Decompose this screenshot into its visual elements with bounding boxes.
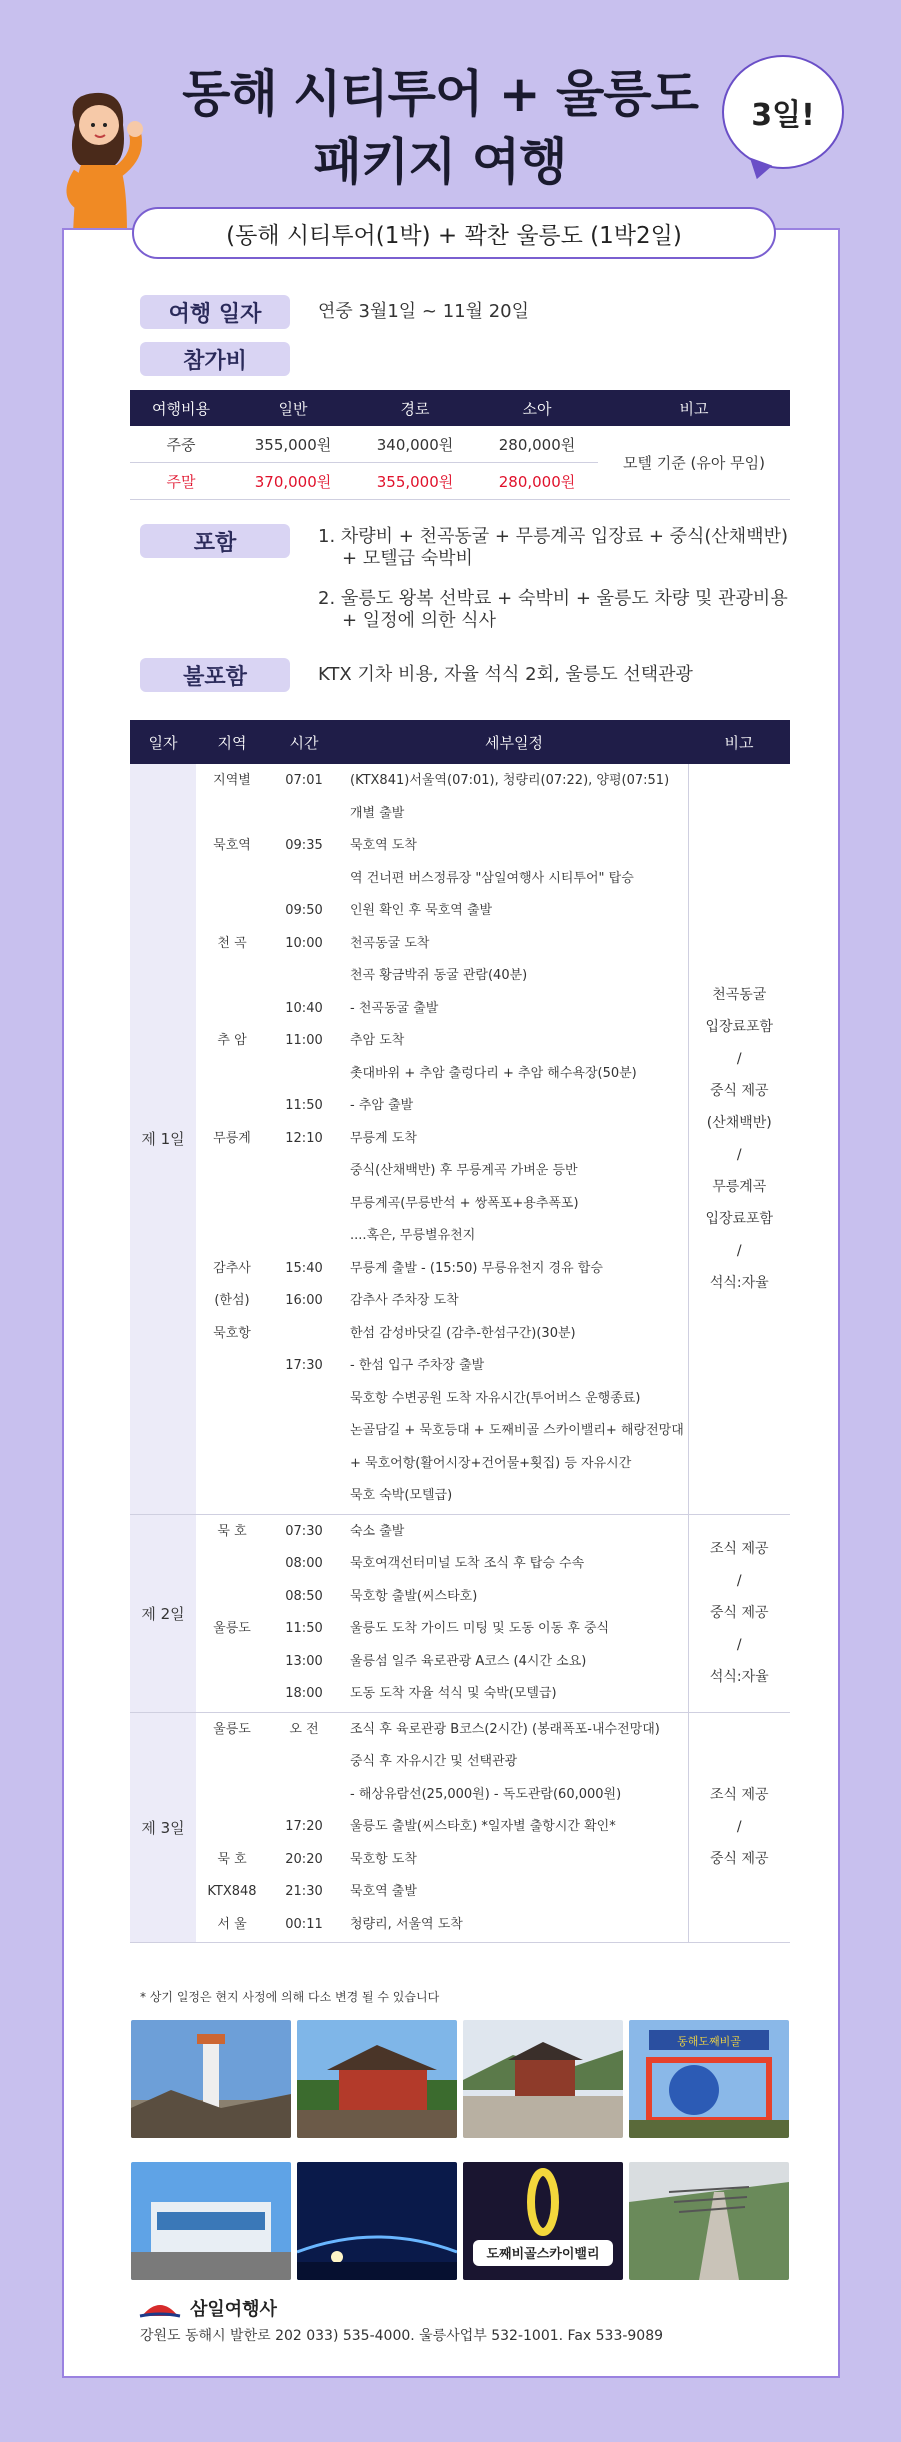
price-senior: 355,000원 [354, 463, 476, 500]
schedule-detail-col [340, 1712, 688, 1943]
schedule-region: 묵 호 [217, 1851, 247, 1867]
girl-illustration [45, 85, 155, 235]
schedule-region [197, 1350, 267, 1383]
schedule-region: 무릉계 [213, 1130, 251, 1146]
schedule-time [269, 960, 339, 993]
schedule-header: 시간 [268, 720, 340, 764]
schedule-detail-col [340, 1514, 688, 1712]
schedule-time: 00:11 [285, 1916, 323, 1932]
schedule-detail: 도동 도착 자율 석식 및 숙박(모텔급) [350, 1686, 557, 1701]
duration-badge: 3일! [722, 55, 844, 169]
schedule-detail: 인원 확인 후 묵호역 출발 [350, 903, 493, 918]
title-line-1: 동해 시티투어 + 울릉도 [182, 65, 698, 123]
title-line-2: 패키지 여행 [313, 133, 567, 191]
schedule-time [269, 1480, 339, 1513]
price-table [130, 390, 790, 500]
exclude-label: 불포함 [140, 658, 290, 692]
photo-terminal [131, 2162, 291, 2280]
schedule-time-col [268, 1514, 340, 1712]
schedule-region: 서 울 [217, 1916, 247, 1932]
schedule-time [269, 1318, 339, 1351]
schedule-note-line: 중식 제공 [709, 1082, 769, 1099]
price-header: 일반 [232, 390, 354, 426]
schedule-detail: 묵호항 도착 [350, 1851, 417, 1867]
schedule-day-row [130, 1712, 790, 1943]
schedule-day: 제 2일 [130, 1514, 196, 1712]
price-header: 경로 [354, 390, 476, 426]
schedule-region [197, 1383, 267, 1416]
company-address: 강원도 동해시 발한로 202 033) 535-4000. 울릉사업부 532-1001. Fax 533-9089 [140, 2328, 664, 2344]
schedule-region [197, 895, 267, 928]
schedule-region [197, 1746, 267, 1779]
schedule-detail: - 추암 출발 [350, 1098, 414, 1113]
sun-wave-icon [138, 2296, 182, 2320]
company-logo [138, 2295, 277, 2321]
price-general: 370,000원 [232, 463, 354, 500]
page-title [140, 60, 740, 196]
price-type: 주중 [130, 426, 232, 463]
price-header: 소아 [476, 390, 598, 426]
schedule-time: 08:00 [285, 1556, 323, 1571]
schedule-region [197, 1480, 267, 1513]
schedule-detail: + 묵호어항(활어시장+건어물+횟집) 등 자유시간 [350, 1455, 632, 1471]
schedule-region: 묵호항 [213, 1325, 251, 1341]
schedule-note [688, 764, 790, 1514]
schedule-time [269, 1415, 339, 1448]
schedule-time: 09:35 [285, 838, 323, 853]
schedule-region-col [196, 764, 268, 1514]
schedule-detail: 천곡동굴 도착 [350, 935, 430, 951]
photo-sign-text: 동해도째비골 [677, 2035, 741, 2048]
exclude-value: KTX 기차 비용, 자율 석식 2회, 울릉도 선택관광 [318, 664, 693, 685]
schedule-header: 세부일정 [340, 720, 688, 764]
period-label: 여행 일자 [140, 295, 290, 329]
schedule-note-line: 조식 제공 [709, 1787, 769, 1804]
include-label: 포함 [140, 524, 290, 558]
price-header: 여행비용 [130, 390, 232, 426]
schedule-note-line: 입장료포함 [705, 1210, 774, 1227]
schedule-time: 16:00 [285, 1293, 323, 1308]
photo-skyvalley [463, 2162, 623, 2280]
photo-sign [629, 2020, 789, 2138]
schedule-region [197, 1646, 267, 1679]
schedule-time: 17:30 [285, 1358, 323, 1373]
schedule-note-line: / [736, 1573, 742, 1589]
schedule-time: 11:00 [285, 1033, 323, 1048]
schedule-time: 18:00 [285, 1686, 323, 1701]
schedule-note-line: 무릉계곡 [712, 1178, 767, 1195]
schedule-region: 묵호역 [213, 838, 251, 853]
schedule-header: 일자 [130, 720, 196, 764]
schedule-note-line: 조식 제공 [709, 1541, 769, 1557]
schedule-time: 17:20 [285, 1819, 323, 1834]
price-child: 280,000원 [476, 426, 598, 463]
schedule-region [197, 960, 267, 993]
photo-gate [463, 2020, 623, 2138]
schedule-time: 15:40 [285, 1260, 323, 1276]
schedule-time [269, 1448, 339, 1481]
schedule-detail: ....혹은, 무릉별유천지 [350, 1228, 476, 1243]
schedule-region-col [196, 1712, 268, 1943]
schedule-detail: 묵호역 출발 [350, 1884, 417, 1899]
schedule-day: 제 3일 [130, 1712, 196, 1943]
schedule-time: 10:40 [285, 1000, 323, 1016]
include-item-1b: + 모텔급 숙박비 [342, 548, 473, 569]
schedule-note-line: 석식:자율 [709, 1669, 769, 1685]
schedule-time [269, 1779, 339, 1812]
schedule-region: 추 암 [217, 1033, 247, 1048]
price-type: 주말 [130, 463, 232, 500]
schedule-detail: 중식 후 자유시간 및 선택관광 [350, 1754, 518, 1769]
schedule-time [269, 798, 339, 831]
schedule-region-col [196, 1514, 268, 1712]
schedule-table [130, 720, 790, 1943]
schedule-time [269, 1383, 339, 1416]
schedule-region [197, 1220, 267, 1253]
schedule-detail: - 천곡동굴 출발 [350, 1000, 439, 1016]
fee-label: 참가비 [140, 342, 290, 376]
schedule-region [197, 1548, 267, 1581]
schedule-detail: 역 건너편 버스정류장 "삼일여행사 시티투어" 탑승 [350, 870, 634, 886]
subtitle: (동해 시티투어(1박) + 꽉찬 울릉도 (1박2일) [132, 207, 776, 259]
schedule-region [197, 798, 267, 831]
schedule-detail: 논골담길 + 묵호등대 + 도째비골 스카이밸리+ 해랑전망대 [350, 1423, 684, 1438]
schedule-detail: 울릉도 출발(씨스타호) *일자별 출항시간 확인* [350, 1819, 616, 1834]
schedule-time-col [268, 1712, 340, 1943]
schedule-detail: - 해상유람선(25,000원) - 독도관람(60,000원) [350, 1786, 622, 1802]
schedule-header: 비고 [688, 720, 790, 764]
schedule-note-line: 중식 제공 [709, 1851, 769, 1868]
schedule-note-line: (산채백반) [706, 1114, 772, 1131]
schedule-region: 울릉도 [213, 1621, 251, 1636]
schedule-detail: 개별 출발 [350, 805, 405, 821]
schedule-time: 13:00 [285, 1653, 323, 1669]
schedule-note-line: / [736, 1242, 742, 1259]
schedule-region [197, 1188, 267, 1221]
schedule-detail: 묵호역 도착 [350, 838, 417, 853]
schedule-region [197, 1415, 267, 1448]
schedule-note-line: 석식:자율 [709, 1274, 769, 1291]
schedule-region [197, 1155, 267, 1188]
schedule-detail: 중식(산채백반) 후 무릉계곡 가벼운 등반 [350, 1163, 578, 1178]
schedule-note [688, 1514, 790, 1712]
schedule-region [197, 1090, 267, 1123]
schedule-time [269, 1746, 339, 1779]
schedule-time: 12:10 [285, 1130, 323, 1146]
schedule-footnote: * 상기 일정은 현지 사정에 의해 다소 변경 될 수 있습니다 [140, 1990, 440, 2004]
schedule-detail: 숙소 출발 [350, 1523, 405, 1539]
schedule-time: 07:30 [285, 1523, 323, 1539]
schedule-region [197, 863, 267, 896]
schedule-detail: (KTX841)서울역(07:01), 청량리(07:22), 양평(07:51) [350, 773, 670, 788]
schedule-region [197, 1811, 267, 1844]
schedule-detail: 묵호여객선터미널 도착 조식 후 탑승 수속 [350, 1556, 585, 1571]
schedule-time: 20:20 [285, 1851, 323, 1867]
schedule-time: 오 전 [289, 1721, 319, 1737]
schedule-time [269, 1188, 339, 1221]
schedule-region: 지역별 [213, 773, 251, 788]
schedule-time: 08:50 [285, 1588, 323, 1604]
schedule-header-row [130, 720, 790, 764]
schedule-time: 10:00 [285, 935, 323, 951]
price-note: 모텔 기준 (유아 무임) [598, 426, 790, 500]
schedule-time: 09:50 [285, 903, 323, 918]
price-general: 355,000원 [232, 426, 354, 463]
schedule-detail: 촛대바위 + 추암 출렁다리 + 추암 해수욕장(50분) [350, 1065, 637, 1081]
schedule-detail: 무릉계 출발 - (15:50) 무릉유천지 경유 합승 [350, 1260, 603, 1276]
schedule-note [688, 1712, 790, 1943]
schedule-region [197, 1581, 267, 1614]
schedule-header: 지역 [196, 720, 268, 764]
schedule-note-line: / [736, 1146, 742, 1163]
schedule-region [197, 993, 267, 1026]
schedule-region: 울릉도 [213, 1721, 251, 1737]
schedule-detail: 무릉계곡(무릉반석 + 쌍폭포+용추폭포) [350, 1195, 579, 1211]
schedule-day-row [130, 1514, 790, 1712]
schedule-detail: 무릉계 도착 [350, 1130, 417, 1146]
photo-stairs [629, 2162, 789, 2280]
schedule-note-line: 천곡동굴 [712, 986, 767, 1003]
schedule-note-line: 중식 제공 [709, 1605, 769, 1621]
schedule-time: 11:50 [285, 1098, 323, 1113]
schedule-time [269, 863, 339, 896]
photo-lighthouse [131, 2020, 291, 2138]
schedule-detail: 울릉섬 일주 육로관광 A코스 (4시간 소요) [350, 1653, 587, 1669]
schedule-time: 21:30 [285, 1884, 323, 1899]
schedule-detail-col [340, 764, 688, 1514]
schedule-region: 묵 호 [217, 1523, 247, 1539]
schedule-time-col [268, 764, 340, 1514]
photo-skyvalley-text: 도째비골스카이밸리 [486, 2247, 600, 2262]
photo-temple [297, 2020, 457, 2138]
schedule-detail: 한섬 감성바닷길 (감추-한섬구간)(30분) [350, 1325, 576, 1341]
price-header-row [130, 390, 790, 426]
schedule-detail: 추암 도착 [350, 1033, 405, 1048]
schedule-time [269, 1058, 339, 1091]
schedule-region: 감추사 [213, 1260, 251, 1276]
photo-night-bridge [297, 2162, 457, 2280]
price-senior: 340,000원 [354, 426, 476, 463]
schedule-region [197, 1058, 267, 1091]
include-item-2a: 2. 울릉도 왕복 선박료 + 숙박비 + 울릉도 차량 및 관광비용 [318, 588, 788, 609]
schedule-note-line: 입장료포함 [705, 1018, 774, 1035]
schedule-detail: 묵호항 출발(씨스타호) [350, 1588, 478, 1604]
schedule-detail: 묵호항 수변공원 도착 자유시간(투어버스 운행종료) [350, 1390, 641, 1406]
include-item-2b: + 일정에 의한 식사 [342, 610, 496, 631]
schedule-note-line: / [736, 1819, 742, 1836]
price-header: 비고 [598, 390, 790, 426]
schedule-region [197, 1779, 267, 1812]
schedule-region: KTX848 [207, 1884, 257, 1899]
schedule-region [197, 1678, 267, 1711]
company-name: 삼일여행사 [190, 2299, 277, 2320]
schedule-region [197, 1448, 267, 1481]
schedule-detail: 감추사 주차장 도착 [350, 1293, 459, 1308]
schedule-detail: 청량리, 서울역 도착 [350, 1916, 463, 1932]
schedule-region: (한섬) [214, 1293, 250, 1308]
schedule-body [130, 764, 790, 1943]
schedule-region: 천 곡 [217, 935, 247, 951]
schedule-time [269, 1155, 339, 1188]
period-value: 연중 3월1일 ~ 11월 20일 [318, 301, 530, 322]
schedule-time: 07:01 [285, 773, 323, 788]
price-child: 280,000원 [476, 463, 598, 500]
schedule-detail: 조식 후 육로관광 B코스(2시간) (봉래폭포-내수전망대) [350, 1721, 660, 1737]
include-item-1a: 1. 차량비 + 천곡동굴 + 무릉계곡 입장료 + 중식(산채백반) [318, 526, 788, 547]
schedule-detail: 울릉도 도착 가이드 미팅 및 도동 이동 후 중식 [350, 1621, 610, 1636]
schedule-note-line: / [736, 1050, 742, 1067]
schedule-day: 제 1일 [130, 764, 196, 1514]
price-row-weekday [130, 426, 790, 463]
schedule-time [269, 1220, 339, 1253]
schedule-detail: 천곡 황금박쥐 동굴 관람(40분) [350, 968, 528, 983]
schedule-day-row [130, 764, 790, 1514]
schedule-time: 11:50 [285, 1621, 323, 1636]
schedule-note-line: / [736, 1637, 742, 1653]
schedule-detail: - 한섬 입구 주차장 출발 [350, 1358, 485, 1373]
schedule-detail: 묵호 숙박(모텔급) [350, 1488, 453, 1503]
